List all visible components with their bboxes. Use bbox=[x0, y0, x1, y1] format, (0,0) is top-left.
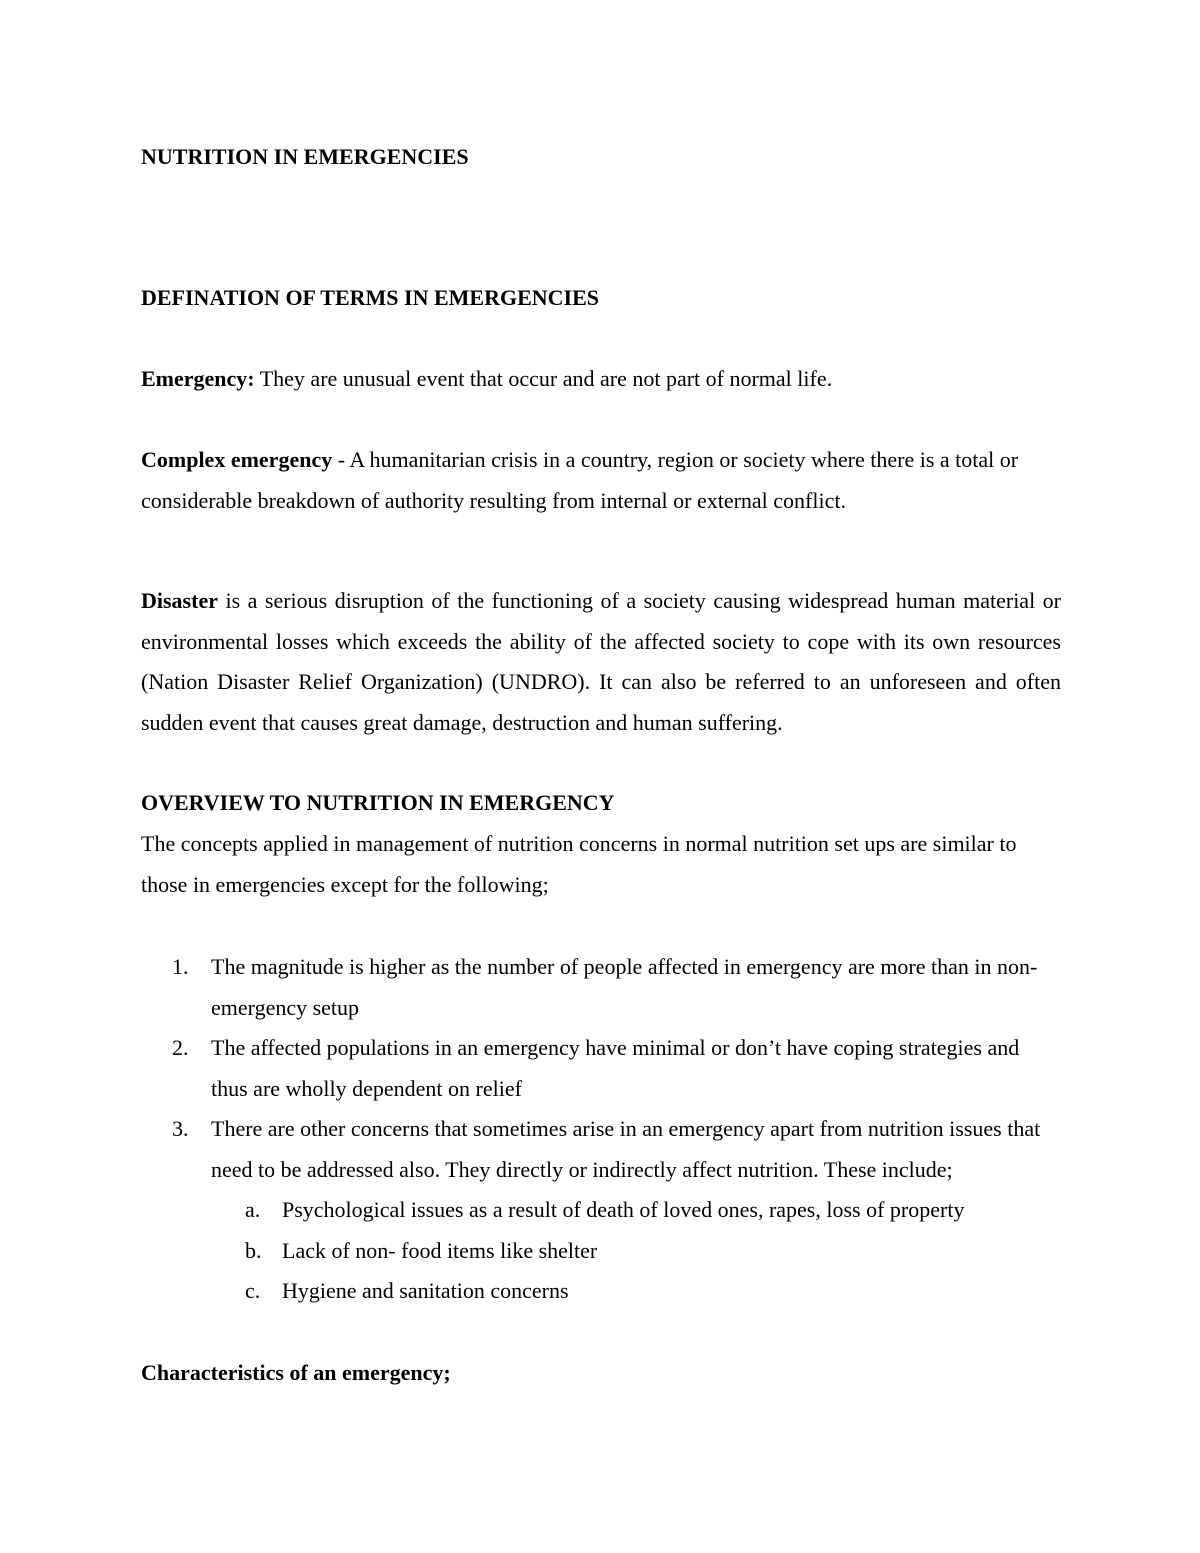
disaster-text: is a serious disruption of the functioning of a society causing widespread human material or environmental losses which exceeds the ability of the affected society to cope with its own resources (Nation Disaster Relief Organization) (UNDRO). It can also be referred to an unforeseen and often sudden event that causes great damage, destruction and human suffering. bbox=[141, 588, 1061, 735]
complex-emergency-definition bbox=[141, 440, 1061, 521]
list-item: There are other concerns that sometimes arise in an emergency apart from nutrition issues that need to be addressed also. They directly or indirectly affect nutrition. These include; bbox=[211, 1116, 1041, 1182]
overview-heading: OVERVIEW TO NUTRITION IN EMERGENCY bbox=[141, 790, 615, 815]
list-item-number: 3. bbox=[172, 1116, 189, 1141]
sublist-item: Hygiene and sanitation concerns bbox=[282, 1278, 569, 1303]
sublist-item: Psychological issues as a result of death of loved ones, rapes, loss of property bbox=[282, 1197, 965, 1222]
overview-paragraph: The concepts applied in management of nutrition concerns in normal nutrition set ups are similar to those in emergencies except for the following; bbox=[141, 831, 1017, 897]
sublist-item-letter: b. bbox=[245, 1238, 262, 1263]
list-item-number: 2. bbox=[172, 1035, 189, 1060]
list-item-number: 1. bbox=[172, 954, 189, 979]
sublist-item-letter: c. bbox=[245, 1278, 261, 1303]
sublist-item: Lack of non- food items like shelter bbox=[282, 1238, 598, 1263]
sublist-item-letter: a. bbox=[245, 1197, 261, 1222]
emergency-text: They are unusual event that occur and are not part of normal life. bbox=[254, 366, 833, 391]
disaster-definition bbox=[141, 581, 1061, 743]
complex-emergency-text: - A humanitarian crisis in a country, region or society where there is a total or considerable breakdown of authority resulting from internal or external conflict. bbox=[141, 447, 1019, 513]
complex-emergency-term: Complex emergency bbox=[141, 447, 333, 472]
emergency-term: Emergency: bbox=[141, 366, 255, 391]
definitions-heading: DEFINATION OF TERMS IN EMERGENCIES bbox=[141, 285, 599, 310]
disaster-term: Disaster bbox=[141, 588, 218, 613]
list-item: The affected populations in an emergency have minimal or don’t have coping strategies and thus are wholly dependent on relief bbox=[211, 1035, 1020, 1101]
emergency-definition bbox=[141, 359, 1061, 400]
characteristics-heading: Characteristics of an emergency; bbox=[141, 1360, 451, 1385]
list-item: The magnitude is higher as the number of people affected in emergency are more than in non-emergency setup bbox=[211, 954, 1038, 1020]
document-title: NUTRITION IN EMERGENCIES bbox=[141, 144, 469, 169]
